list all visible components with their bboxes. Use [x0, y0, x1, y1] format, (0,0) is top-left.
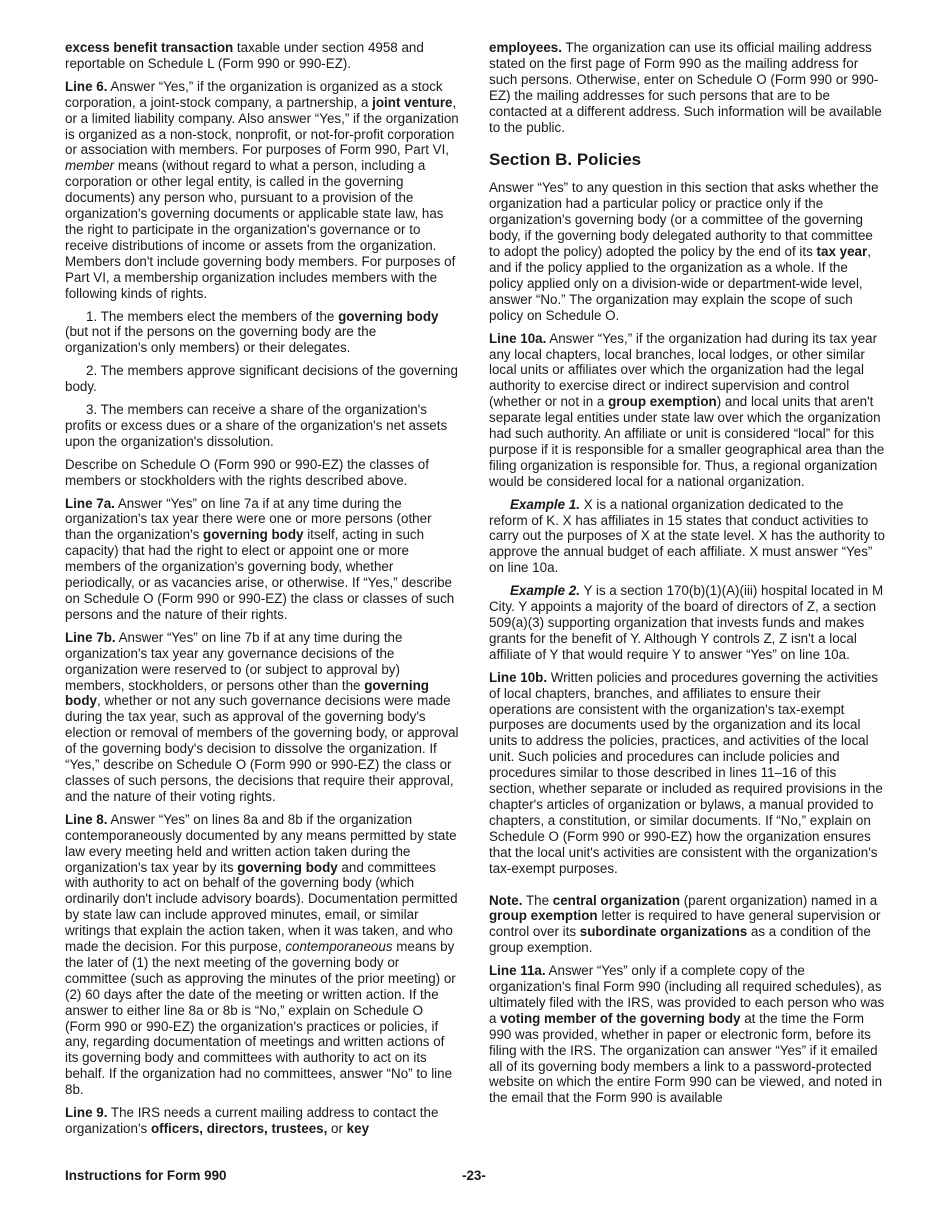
text-run: The IRS needs a current mailing address to contact the organization's	[65, 1105, 439, 1136]
text-run: group exemption	[608, 394, 717, 410]
paragraph	[65, 812, 461, 1098]
paragraph	[65, 630, 461, 805]
text-run: governing body	[203, 527, 304, 543]
paragraph	[65, 79, 461, 302]
text-run: joint venture	[372, 94, 453, 110]
text-run: and committees with authority to act on behalf of the governing body (which ordinarily don't include advisory boards). Documentation permitted by state law can include approved minutes, email, or similar writings that explain the action taken, when it was taken, and who made the decision. For this purpose,	[65, 859, 458, 955]
text-run: , and if the policy applied to the organization as a whole. If the policy applied only on a division-wide or department-wide level, answer “No.” The organization may explain the scope of such policy on Schedule O.	[489, 244, 871, 323]
text-run: itself, acting in such capacity) that had the right to elect or appoint one or more members of the organization's governing body, whether periodically, or as vacancies arise, or otherwise. If “Yes,” describe on Schedule O (Form 990 or 990-EZ) the class or classes of such persons and the nature of their rights.	[65, 527, 455, 622]
text-run: Line 8.	[65, 811, 108, 827]
text-run: Describe on Schedule O (Form 990 or 990-EZ) the classes of members or stockholders with the rights described above.	[65, 456, 429, 488]
right-column	[489, 40, 885, 1113]
text-run: group exemption	[489, 908, 598, 924]
section-heading: Section B. Policies	[489, 150, 642, 170]
text-run: at the time the Form 990 was provided, whether in paper or electronic form, before its filing with the IRS. The organization can answer “Yes” if it emailed all of its governing body members a link to a password-protected website on which the entire Form 990 can be viewed, and noted in the email that the Form 990 is available	[489, 1010, 883, 1106]
text-run: , whether or not any such governance decisions were made during the tax year, such as approval of the governing body's election or removal of members of the governing body, or approval of the governing body's decision to dissolve the organization. If “Yes,” describe on Schedule O (Form 990 or 990-EZ) the class or classes of such persons, the decisions that require their approval, and the nature of their voting rights.	[65, 693, 459, 804]
paragraph	[65, 402, 461, 450]
paragraph	[65, 457, 461, 489]
footer-title: Instructions for Form 990	[65, 1168, 227, 1183]
left-column	[65, 40, 461, 1144]
text-run: as a condition of the group exemption.	[489, 924, 871, 956]
text-run: employees.	[489, 40, 562, 55]
paragraph	[489, 180, 885, 323]
text-run: member	[65, 158, 115, 174]
text-run: The	[522, 892, 553, 908]
paragraph	[489, 670, 885, 877]
text-run: Note.	[489, 892, 523, 908]
paragraph	[65, 309, 461, 357]
paragraph	[489, 583, 885, 663]
paragraph	[489, 893, 885, 957]
text-run: Line 10a.	[489, 330, 547, 346]
text-run: subordinate organizations	[579, 924, 748, 940]
text-run: Y is a section 170(b)(1)(A)(iii) hospital located in M City. Y appoints a majority of the board of directors of Z, a section 509(a)(3) supporting organization that invests funds and makes grants for the benefit of Y. Although Y controls Z, Z isn't a local affiliate of Y that would require Y to answer “Yes” on line 10a.	[489, 583, 884, 662]
text-run: contemporaneous	[285, 939, 393, 955]
page-footer	[65, 1168, 885, 1186]
text-run: The organization can use its official mailing address stated on the first page of Form 990 as the mailing address for such persons. Otherwise, enter on Schedule O (Form 990 or 990-EZ) the mailing addresses for such persons that are to be contacted at a different address. Such information will be available to the public.	[489, 40, 882, 135]
text-run: 3. The members can receive a share of the organization's profits or excess dues or a share of the organization's net assets upon the organization's dissolution.	[65, 402, 448, 449]
text-run: key	[346, 1121, 370, 1136]
text-run: ) and local units that aren't separate legal entities under state law over which the organization had such authority. An affiliate or unit is considered “local” for this purpose if it is responsible for a smaller geographical area than the filing organization is responsible for. Thus, a regional organization would be considered local for a national organization.	[489, 394, 885, 489]
text-run: Written policies and procedures governing the activities of local chapters, branches, and affiliates to ensure their operations are consistent with the organization's tax-exempt purposes are documents used by the organization and its local units to address the policies, practices, and activities of the local unit. Such policies and procedures can include policies and procedures similar to those described in lines 11–16 of this section, whether separate or included as required provisions in the chapter's articles of organization or bylaws, a manual provided to chapters, a constitution, or similar documents. If “No,” explain on Schedule O (Form 990 or 990-EZ) how the organization ensures that the local unit's activities are consistent with the organization's tax-exempt purposes.	[489, 669, 883, 876]
text-run: Answer “Yes” on line 7a if at any time during the organization's tax year there were one or more persons (other than the organization's	[65, 495, 432, 543]
text-run: governing body	[338, 308, 439, 324]
text-run: taxable under section 4958 and reportable on Schedule L (Form 990 or 990-EZ).	[65, 40, 424, 71]
text-run: Example 1.	[510, 496, 580, 512]
text-run: excess benefit transaction	[65, 40, 234, 55]
paragraph	[65, 40, 461, 72]
text-run: Line 7b.	[65, 629, 116, 645]
text-run: Line 9.	[65, 1105, 108, 1121]
paragraph	[65, 496, 461, 623]
paragraph	[65, 1105, 461, 1137]
text-run	[510, 497, 580, 512]
text-run: (but not if the persons on the governing body are the organization's only members) or their delegates.	[65, 324, 377, 356]
text-run: Line 11a.	[489, 963, 546, 979]
text-run: Answer “Yes” on lines 8a and 8b if the organization contemporaneously documented by any means permitted by state law every meeting held and written action taken during the organization's tax year by its	[65, 811, 457, 875]
text-run: Answer “Yes” on line 7b if at any time during the organization's tax year any governance decisions of the organization were reserved to (or subject to approval by) members, stockholders, or persons other than the	[65, 629, 403, 693]
paragraph	[489, 331, 885, 490]
text-run: , or a limited liability company. Also answer “Yes,” if the organization is organized as a non-stock, nonprofit, or not-for-profit corporation or association with members. For purposes of Form 990, Part VI,	[65, 94, 459, 158]
text-run: central organization	[552, 892, 680, 908]
text-run: (parent organization) named in a	[680, 892, 878, 908]
text-run: Line 7a.	[65, 495, 115, 511]
paragraph	[489, 963, 885, 1106]
text-run: means (without regard to what a person, including a corporation or other legal entity, is called in the governing documents) any person who, pursuant to a provision of the organization's governing documents or applicable state law, has the right to participate in the organization's governance or to receive distributions of income or assets from the organization. Members don't include governing body members. For purposes of Part VI, a membership organization includes members with the following kinds of rights.	[65, 158, 456, 301]
text-run: Answer “Yes,” if the organization had during its tax year any local chapters, local branches, local lodges, or other similar local units or affiliates over which the organization had the legal authority to exercise direct or indirect supervision and control (whether or not in a	[489, 330, 878, 410]
text-run: means by the later of (1) the next meeting of the governing body or committee (such as approving the minutes of the prior meeting) or (2) 60 days after the date of the meeting or written action. If the answer to either line 8a or 8b is “No,” explain on Schedule O (Form 990 or 990-EZ) the organization's practices or policies, if any, regarding documentation of meetings and written actions of its governing body and committees with authority to act on its behalf. If the organization had no committees, answer “No” to line 8b.	[65, 939, 456, 1098]
text-run: Answer “Yes” to any question in this section that asks whether the organization had a particular policy or practice only if the organization's governing body (or a committee of the governing body, if the governing body delegated authority to that committee to adopt the policy) adopted the policy by the end of its	[489, 180, 879, 260]
text-run: voting member of the governing body	[500, 1010, 741, 1026]
paragraph	[489, 497, 885, 577]
text-run: or	[327, 1121, 347, 1136]
text-run: tax year	[816, 244, 868, 260]
text-run: officers, directors, trustees,	[150, 1121, 328, 1136]
text-run: Example 2.	[510, 583, 580, 599]
text-run: letter is required to have general supervision or control over its	[489, 908, 881, 940]
text-run: governing body	[65, 677, 429, 709]
text-run: Line 10b.	[489, 669, 548, 685]
page-number: -23-	[462, 1168, 486, 1183]
text-run: Answer “Yes,” if the organization is organized as a stock corporation, a joint-stock company, a partnership, a	[65, 78, 443, 110]
text-run: X is a national organization dedicated to the reform of K. X has affiliates in 15 states that conduct activities to carry out the purposes of X at the state level. X has the authority to approve the annual budget of each affiliate. X must answer “Yes” on line 10a.	[489, 496, 885, 576]
text-run: 2. The members approve significant decisions of the governing body.	[65, 363, 458, 395]
text-run: Answer “Yes” only if a complete copy of the organization's final Form 990 (including all required schedules), as ultimately filed with the IRS, was provided to each person who was a	[489, 963, 885, 1026]
paragraph	[65, 363, 461, 395]
text-run	[510, 583, 580, 598]
text-run: governing body	[237, 859, 338, 875]
text-run: 1. The members elect the members of the	[86, 308, 339, 324]
text-run: Line 6.	[65, 78, 108, 94]
paragraph	[489, 40, 885, 135]
